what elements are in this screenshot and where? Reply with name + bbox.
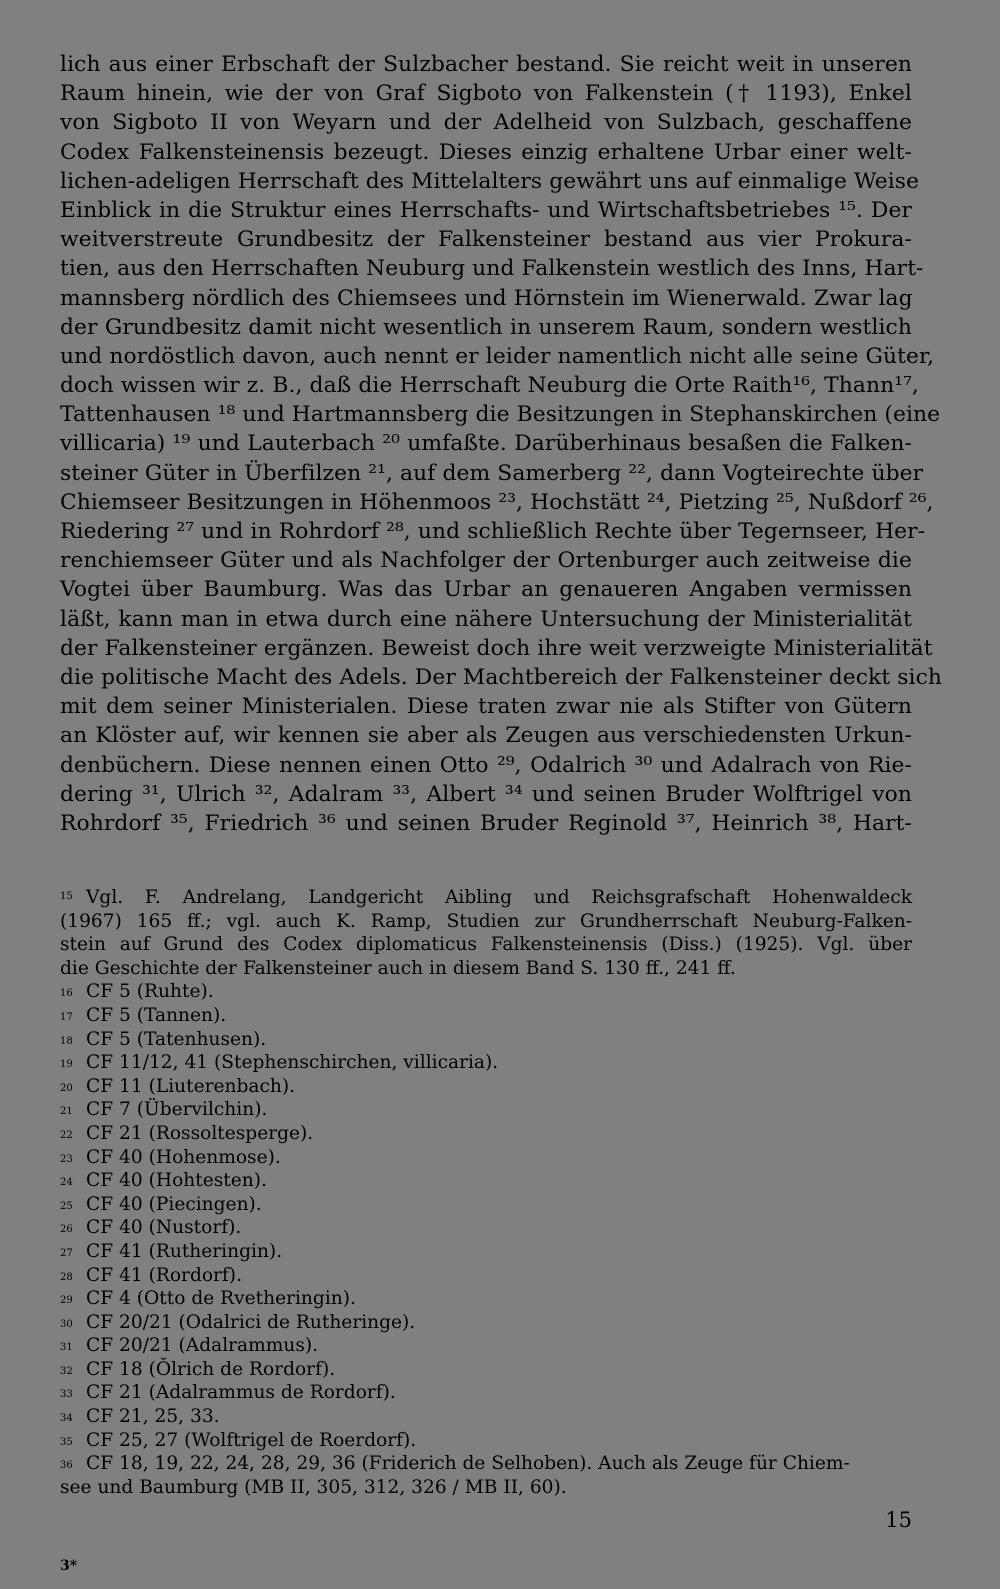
body-line: Riedering ²⁷ und in Rohrdorf ²⁸, und schließlich Rechte über Tegernseer, Her- xyxy=(60,519,926,544)
footnote-21 xyxy=(60,1098,912,1122)
footnote-15 xyxy=(60,886,912,980)
footnote-text: CF 41 (Rutheringin). xyxy=(86,1240,283,1262)
footnote-33 xyxy=(60,1381,912,1405)
body-line: läßt, kann man in etwa durch eine nähere Untersuchung der Ministerialität xyxy=(60,606,912,632)
footnote-text: CF 20/21 (Odalrici de Rutheringe). xyxy=(86,1311,416,1333)
footnote-35 xyxy=(60,1429,912,1453)
body-line: Rohrdorf ³⁵, Friedrich ³⁶ und seinen Bruder Reginold ³⁷, Heinrich ³⁸, Hart- xyxy=(60,810,912,836)
body-line: die politische Macht des Adels. Der Machtbereich der Falkensteiner deckt sich xyxy=(60,664,943,690)
footnote-number: 34 xyxy=(60,1413,73,1425)
body-line: der Grundbesitz damit nicht wesentlich in unserem Raum, sondern westlich xyxy=(60,314,912,340)
body-line: lich aus einer Erbschaft der Sulzbacher bestand. Sie reicht weit in unseren xyxy=(60,52,912,77)
footnote-text: CF 18, 19, 22, 24, 28, 29, 36 (Friderich de Selhoben). Auch als Zeuge für Chiem- xyxy=(86,1453,850,1475)
footnote-number: 25 xyxy=(60,1200,73,1212)
footnote-text: CF 5 (Tatenhusen). xyxy=(86,1028,267,1050)
main-text xyxy=(60,50,943,838)
footnote-list xyxy=(60,980,912,1475)
footnote-number: 24 xyxy=(60,1177,73,1189)
footnote-19 xyxy=(60,1051,912,1075)
footnote-text: CF 25, 27 (Wolftrigel de Roerdorf). xyxy=(86,1429,417,1451)
footnote-27 xyxy=(60,1240,912,1264)
body-line: steiner Güter in Überfilzen ²¹, auf dem Samerberg ²², dann Vogteirechte über xyxy=(60,460,924,486)
footnote-number: 21 xyxy=(60,1106,73,1118)
footnote-number: 30 xyxy=(60,1318,73,1330)
footnote-26 xyxy=(60,1216,912,1240)
footnote-text: CF 5 (Tannen). xyxy=(86,1004,227,1026)
body-line: renchiemseer Güter und als Nachfolger der Ortenburger auch zeitweise die xyxy=(60,548,912,574)
body-line: tien, aus den Herrschaften Neuburg und Falkenstein westlich des Inns, Hart- xyxy=(60,256,924,282)
body-line: Chiemseer Besitzungen in Höhenmoos ²³, Hochstätt ²⁴, Pietzing ²⁵, Nußdorf ²⁶, xyxy=(60,489,934,515)
footnote-text: CF 21, 25, 33. xyxy=(86,1406,220,1428)
footnote-34 xyxy=(60,1405,912,1429)
body-line: weitverstreute Grundbesitz der Falkensteiner bestand aus vier Prokura- xyxy=(60,227,912,253)
footnote-number: 22 xyxy=(60,1129,73,1141)
footnote-text: CF 40 (Hohtesten). xyxy=(86,1170,267,1192)
footnote-number: 35 xyxy=(60,1436,73,1448)
body-line: mannsberg nördlich des Chiemsees und Hörnstein im Wienerwald. Zwar lag xyxy=(60,285,913,311)
footnote-number: 36 xyxy=(60,1460,73,1472)
footnote-number: 15 xyxy=(60,891,73,902)
footnote-text: CF 21 (Rossoltesperge). xyxy=(86,1122,314,1144)
body-line: Codex Falkensteinensis bezeugt. Dieses einzig erhaltene Urbar einer welt- xyxy=(60,139,912,165)
signature-mark: 3* xyxy=(60,1558,78,1574)
footnote-23 xyxy=(60,1146,912,1170)
footnote-number: 19 xyxy=(60,1059,73,1071)
footnote-line: die Geschichte der Falkensteiner auch in diesem Band S. 130 ff., 241 ff. xyxy=(60,957,736,979)
footnote-28 xyxy=(60,1264,912,1288)
footnote-32 xyxy=(60,1358,912,1382)
footnote-number: 20 xyxy=(60,1082,73,1094)
body-line: villicaria) ¹⁹ und Lauterbach ²⁰ umfaßte. Darüberhinaus besaßen die Falken- xyxy=(60,431,912,457)
body-line: dering ³¹, Ulrich ³², Adalram ³³, Albert ³⁴ und seinen Bruder Wolftrigel von xyxy=(60,781,912,807)
footnote-text: CF 40 (Hohenmose). xyxy=(86,1146,281,1168)
footnote-continuation: see und Baumburg (MB II, 305, 312, 326 / MB II, 60). xyxy=(60,1476,567,1498)
footnote-text: CF 5 (Ruhte). xyxy=(86,981,214,1003)
footnote-number: 17 xyxy=(60,1011,73,1023)
footnote-31 xyxy=(60,1334,912,1358)
footnote-text: CF 7 (Übervilchin). xyxy=(86,1099,268,1121)
footnote-22 xyxy=(60,1122,912,1146)
footnote-text: CF 21 (Adalrammus de Rordorf). xyxy=(86,1382,396,1404)
footnote-36 xyxy=(60,1452,912,1476)
footnote-number: 29 xyxy=(60,1295,73,1307)
footnote-line: Vgl. F. Andrelang, Landgericht Aibling und Reichsgrafschaft Hohenwaldeck xyxy=(86,887,912,908)
body-line: lichen-adeligen Herrschaft des Mittelalters gewährt uns auf einmalige Weise xyxy=(60,168,920,194)
footnote-text: CF 40 (Nustorf). xyxy=(86,1217,242,1239)
footnote-text: CF 41 (Rordorf). xyxy=(86,1264,242,1286)
body-line: Einblick in die Struktur eines Herrschafts- und Wirtschaftsbetriebes ¹⁵. Der xyxy=(60,197,912,223)
footnote-25 xyxy=(60,1193,912,1217)
footnote-number: 28 xyxy=(60,1271,73,1283)
body-line: denbüchern. Diese nennen einen Otto ²⁹, Odalrich ³⁰ und Adalrach von Rie- xyxy=(60,752,912,778)
body-line: Tattenhausen ¹⁸ und Hartmannsberg die Besitzungen in Stephanskirchen (eine xyxy=(60,402,941,428)
footnote-number: 26 xyxy=(60,1224,73,1236)
footnote-29 xyxy=(60,1287,912,1311)
body-line: doch wissen wir z. B., daß die Herrschaft Neuburg die Orte Raith¹⁶, Thann¹⁷, xyxy=(60,373,919,399)
body-paragraph xyxy=(60,50,943,838)
footnote-18 xyxy=(60,1028,912,1052)
body-line: von Sigboto II von Weyarn und der Adelheid von Sulzbach, geschaffene xyxy=(60,110,912,136)
footnote-text: CF 11/12, 41 (Stephenschirchen, villicaria). xyxy=(86,1052,499,1074)
footnote-number: 27 xyxy=(60,1247,73,1259)
footnote-text: CF 11 (Liuterenbach). xyxy=(86,1075,296,1097)
body-line: mit dem seiner Ministerialen. Diese traten zwar nie als Stifter von Gütern xyxy=(60,694,912,720)
footnote-17 xyxy=(60,1004,912,1028)
footnote-number: 32 xyxy=(60,1365,73,1377)
footnote-text: CF 20/21 (Adalrammus). xyxy=(86,1335,319,1357)
footnote-16 xyxy=(60,980,912,1004)
footnote-number: 31 xyxy=(60,1342,73,1354)
footnote-number: 23 xyxy=(60,1153,73,1165)
body-line: der Falkensteiner ergänzen. Beweist doch ihre weit verzweigte Ministerialität xyxy=(60,635,933,661)
footnote-number: 16 xyxy=(60,988,73,1000)
footnote-30 xyxy=(60,1311,912,1335)
body-line: Raum hinein, wie der von Graf Sigboto von Falkenstein († 1193), Enkel xyxy=(60,81,912,107)
footnote-number: 18 xyxy=(60,1035,73,1047)
body-line: und nordöstlich davon, auch nennt er leider namentlich nicht alle seine Güter, xyxy=(60,343,935,369)
footnote-number: 33 xyxy=(60,1389,73,1401)
body-line: Vogtei über Baumburg. Was das Urbar an genaueren Angaben vermissen xyxy=(60,577,912,603)
footnote-24 xyxy=(60,1169,912,1193)
footnote-text: CF 18 (Ŏlrich de Rordorf). xyxy=(86,1358,336,1380)
body-line: an Klöster auf, wir kennen sie aber als Zeugen aus verschiedensten Urkun- xyxy=(60,723,912,749)
page-number: 15 xyxy=(885,1508,912,1532)
footnote-text: CF 40 (Piecingen). xyxy=(86,1193,262,1215)
footnote-text: CF 4 (Otto de Rvetheringin). xyxy=(86,1288,356,1310)
footnote-line: stein auf Grund des Codex diplomaticus Falkensteinensis (Diss.) (1925). Vgl. über xyxy=(60,934,912,956)
footnotes xyxy=(60,886,912,1499)
footnote-20 xyxy=(60,1075,912,1099)
footnote-line: (1967) 165 ff.; vgl. auch K. Ramp, Studien zur Grundherrschaft Neuburg-Falken- xyxy=(60,910,912,932)
